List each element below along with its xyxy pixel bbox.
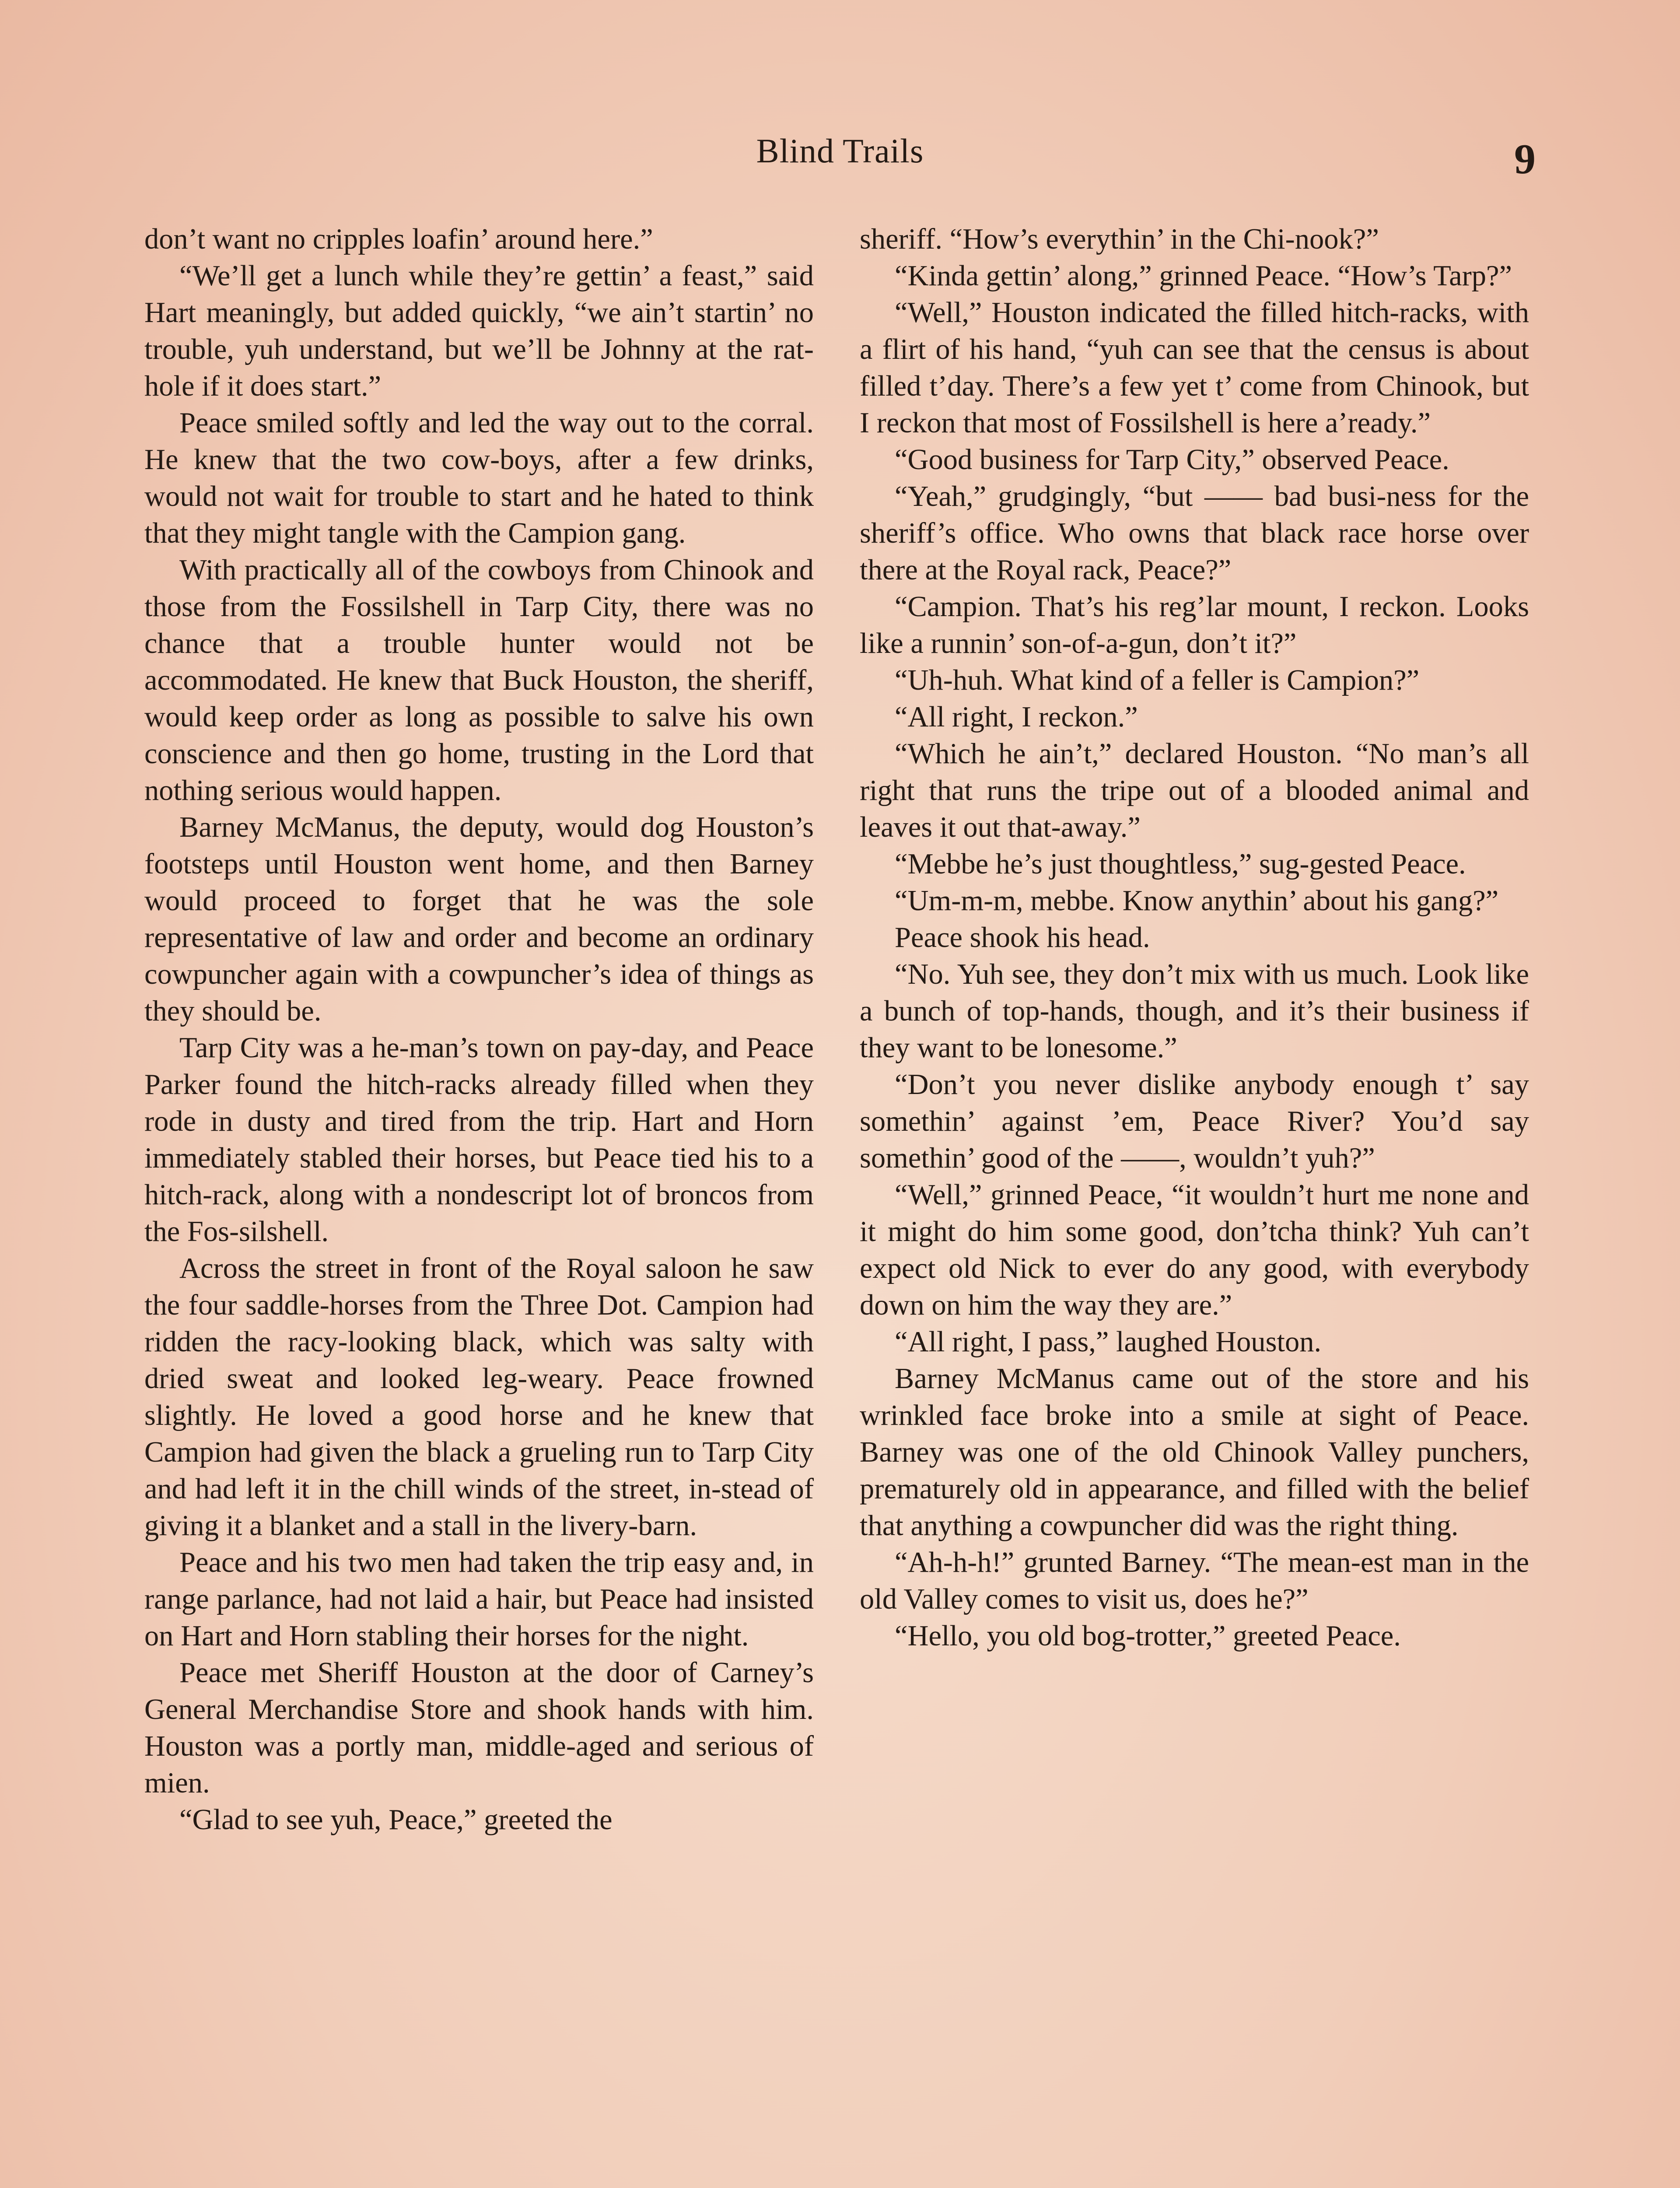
paragraph: “Glad to see yuh, Peace,” greeted the bbox=[179, 1804, 612, 1836]
paragraph: Across the street in front of the Royal saloon he saw the four saddle-horses from the Three Dot. Campion had ridden the racy-looking black, which was salty with dried sweat and looked leg-weary. Peace frowned slightly. He loved a good horse and he knew that Campion had given the black a grueling run to Tarp City and had left it in the chill winds of the street, in-stead of giving it a blanket and a stall in the livery-barn. bbox=[144, 1252, 814, 1542]
page-number: 9 bbox=[1514, 136, 1536, 183]
paragraph: “Kinda gettin’ along,” grinned Peace. “How’s Tarp?” bbox=[895, 260, 1512, 292]
paragraph: “All right, I reckon.” bbox=[895, 701, 1138, 733]
paragraph: “Yeah,” grudgingly, “but —— bad busi-ness for the sheriff’s office. Who owns that black race horse over there at the Royal rack, Peace?” bbox=[860, 480, 1529, 586]
text-column-left bbox=[144, 221, 814, 1838]
paragraph: don’t want no cripples loafin’ around here.” bbox=[144, 223, 653, 255]
paragraph: “Which he ain’t,” declared Houston. “No man’s all right that runs the tripe out of a blooded animal and leaves it out that-away.” bbox=[860, 738, 1529, 843]
paragraph: sheriff. “How’s everythin’ in the Chi-nook?” bbox=[860, 223, 1379, 255]
paragraph: “Campion. That’s his reg’lar mount, I reckon. Looks like a runnin’ son-of-a-gun, don’t it?” bbox=[860, 591, 1529, 659]
paragraph: “Good business for Tarp City,” observed Peace. bbox=[895, 444, 1449, 476]
paragraph: Peace met Sheriff Houston at the door of Carney’s General Merchandise Store and shook hands with him. Houston was a portly man, middle-aged and serious of mien. bbox=[144, 1657, 814, 1799]
paragraph: With practically all of the cowboys from Chinook and those from the Fossilshell in Tarp City, there was no chance that a trouble hunter would not be accommodated. He knew that Buck Houston, the sheriff, would keep order as long as possible to salve his own conscience and then go home, trusting in the Lord that nothing serious would happen. bbox=[144, 554, 814, 806]
paragraph: “We’ll get a lunch while they’re gettin’ a feast,” said Hart meaningly, but added quickly, “we ain’t startin’ no trouble, yuh understand, but we’ll be Johnny at the rat-hole if it does start.” bbox=[144, 260, 814, 402]
paragraph: “Um-m-m, mebbe. Know anythin’ about his gang?” bbox=[895, 885, 1499, 917]
paragraph: Barney McManus came out of the store and his wrinkled face broke into a smile at sight of Peace. Barney was one of the old Chinook Valley punchers, prematurely old in appearance, and filled with the belief that anything a cowpuncher did was the right thing. bbox=[860, 1363, 1529, 1542]
paragraph: “Don’t you never dislike anybody enough t’ say somethin’ against ’em, Peace River? You’d say somethin’ good of the ——, wouldn’t yuh?” bbox=[860, 1069, 1529, 1174]
paragraph: “Well,” grinned Peace, “it wouldn’t hurt me none and it might do him some good, don’tcha think? Yuh can’t expect old Nick to ever do any good, with everybody down on him the way they are.” bbox=[860, 1179, 1529, 1321]
paragraph: “Well,” Houston indicated the filled hitch-racks, with a flirt of his hand, “yuh can see that the census is about filled t’day. There’s a few yet t’ come from Chinook, but I reckon that most of Fossilshell is here a’ready.” bbox=[860, 297, 1529, 439]
paragraph: Peace shook his head. bbox=[895, 922, 1150, 954]
paragraph: “Mebbe he’s just thoughtless,” sug-gested Peace. bbox=[895, 848, 1466, 880]
paragraph: Peace smiled softly and led the way out to the corral. He knew that the two cow-boys, after a few drinks, would not wait for trouble to start and he hated to think that they might tangle with the Campion gang. bbox=[144, 407, 814, 549]
paragraph: Peace and his two men had taken the trip easy and, in range parlance, had not laid a hair, but Peace had insisted on Hart and Horn stabling their horses for the night. bbox=[144, 1546, 814, 1652]
page-header bbox=[0, 131, 1680, 184]
paragraph: Tarp City was a he-man’s town on pay-day, and Peace Parker found the hitch-racks already filled when they rode in dusty and tired from the trip. Hart and Horn immediately stabled their horses, but Peace tied his to a hitch-rack, along with a nondescript lot of broncos from the Fos-silshell. bbox=[144, 1032, 814, 1248]
running-title: Blind Trails bbox=[756, 132, 924, 170]
paragraph: “Hello, you old bog-trotter,” greeted Peace. bbox=[895, 1620, 1401, 1652]
paragraph: “Ah-h-h!” grunted Barney. “The mean-est man in the old Valley comes to visit us, does he?” bbox=[860, 1546, 1529, 1615]
paragraph: “Uh-huh. What kind of a feller is Campion?” bbox=[895, 664, 1420, 696]
paragraph: Barney McManus, the deputy, would dog Houston’s footsteps until Houston went home, and then Barney would proceed to forget that he was the sole representative of law and order and become an ordinary cowpuncher again with a cowpuncher’s idea of things as they should be. bbox=[144, 811, 814, 1027]
text-column-right bbox=[860, 221, 1529, 1655]
paragraph: “No. Yuh see, they don’t mix with us much. Look like a bunch of top-hands, though, and it’s their business if they want to be lonesome.” bbox=[860, 958, 1529, 1064]
paragraph: “All right, I pass,” laughed Houston. bbox=[895, 1326, 1322, 1358]
